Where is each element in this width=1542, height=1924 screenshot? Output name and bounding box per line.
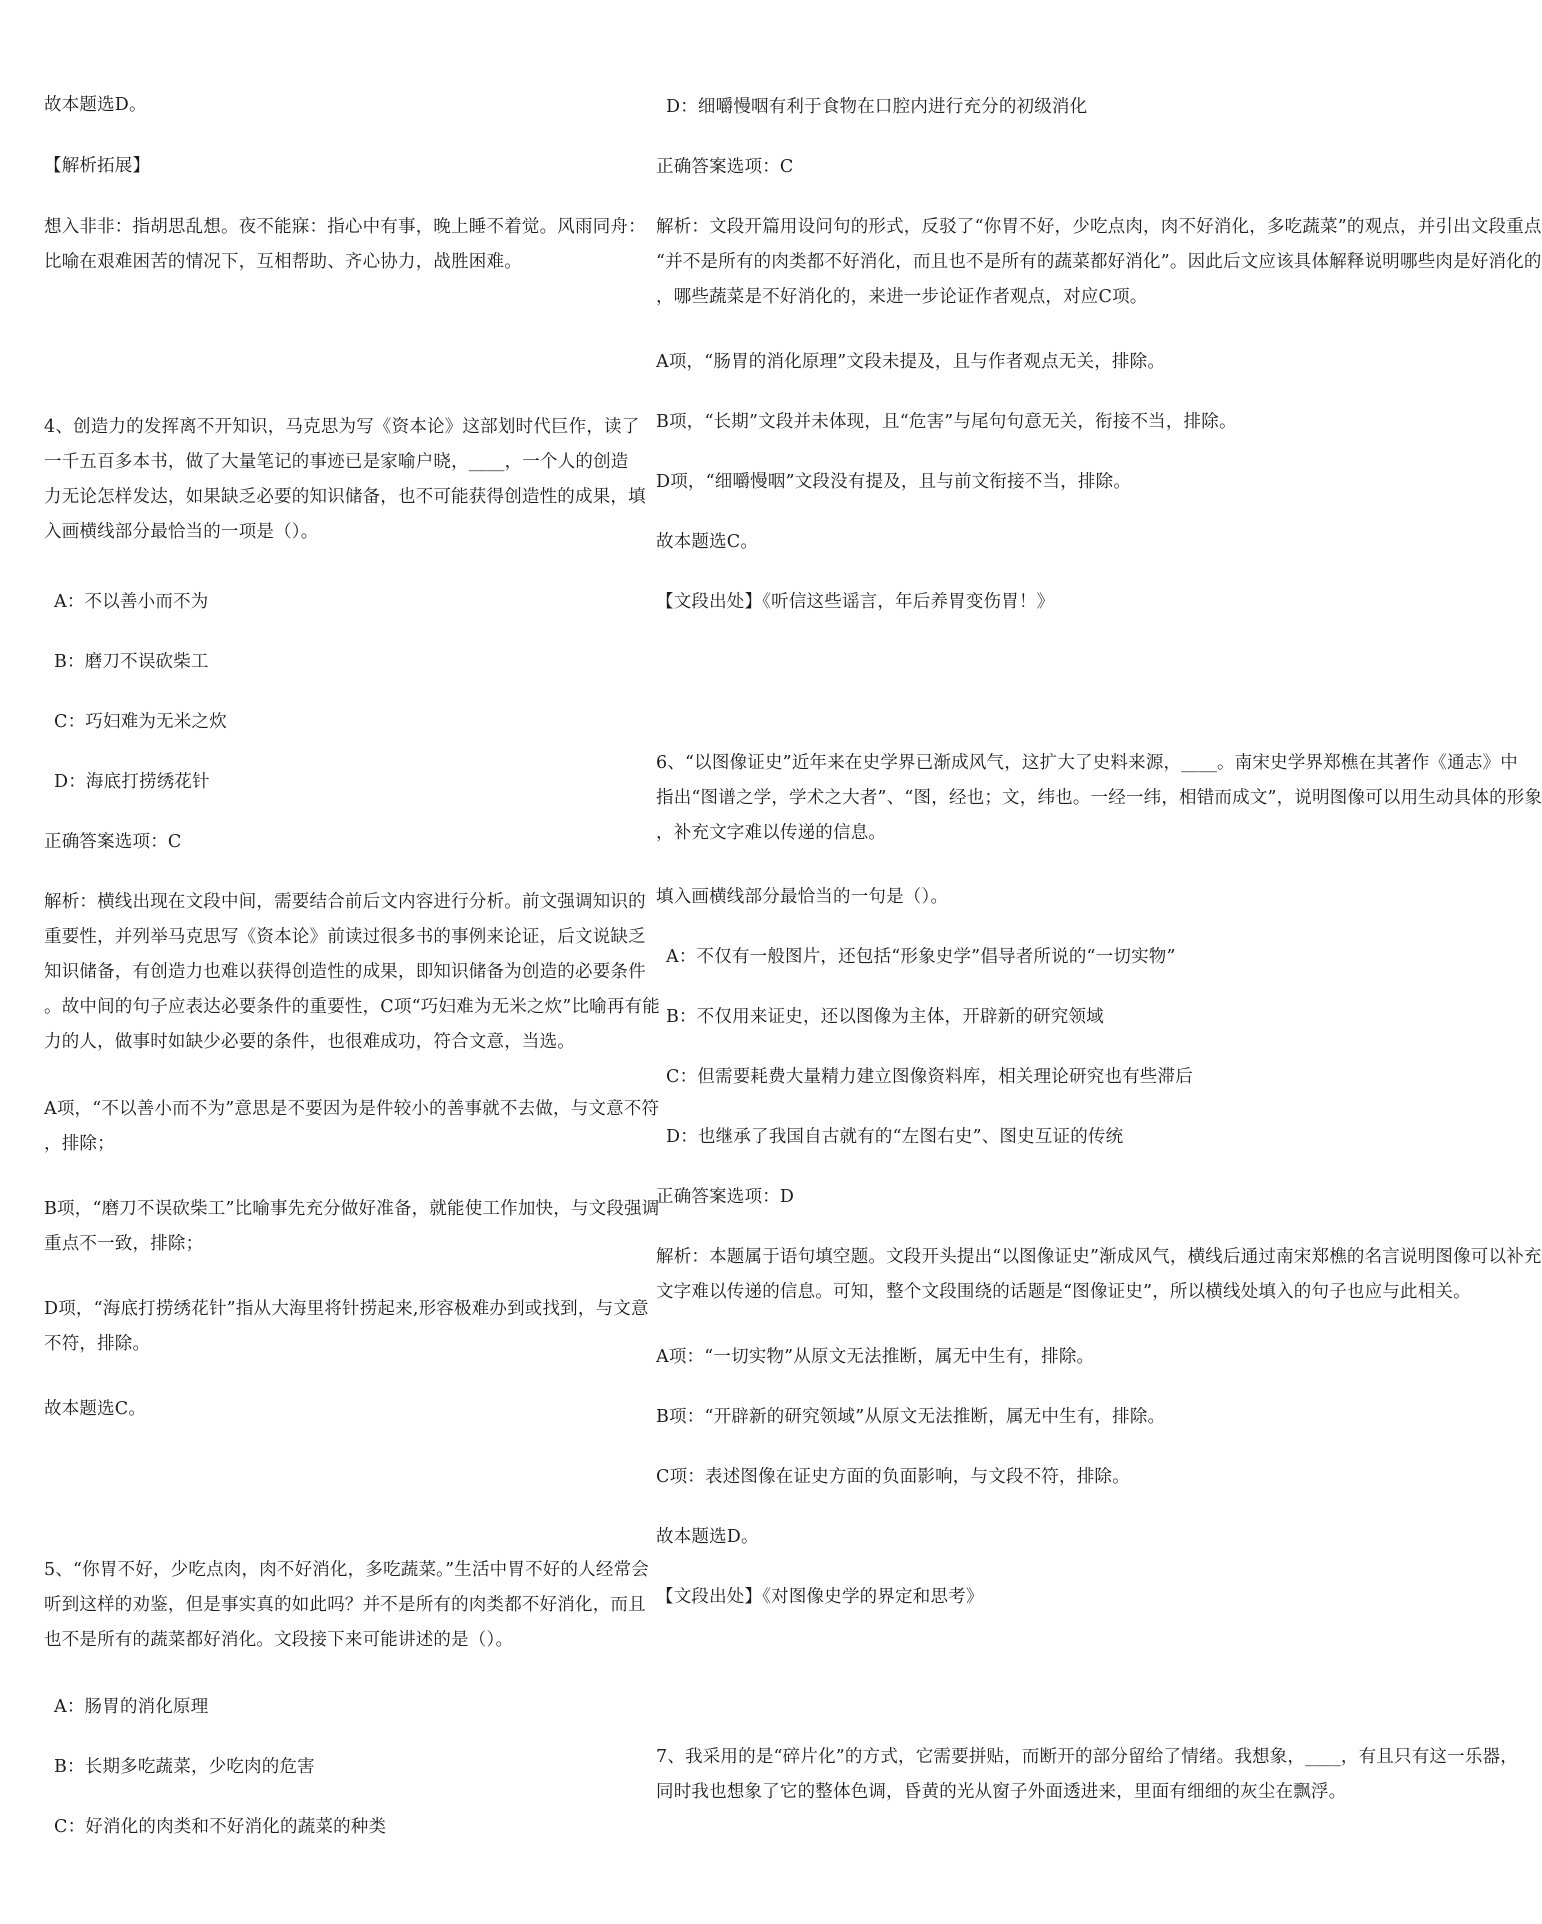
option-b: B：磨刀不误砍柴工 [54, 652, 209, 672]
question-4-stem: 4、创造力的发挥离不开知识，马克思为写《资本论》这部划时代巨作，读了 一千五百多本书，做了大量笔记的事迹已是家喻户晓，____，一个人的创造 力无论怎样发达，如果缺乏必要的知识储备，也不可能获得创造性的成果，填 入画横线部分最恰当的一项是（）。 [44, 417, 646, 542]
analysis-b: B项，“磨刀不误砍柴工”比喻事先充分做好准备，就能使工作加快，与文段强调 重点不一致，排除； [44, 1199, 660, 1254]
question-6-prompt: 填入画横线部分最恰当的一句是（）。 [656, 887, 949, 907]
question-5-stem: 5、“你胃不好，少吃点肉，肉不好消化，多吃蔬菜。”生活中胃不好的人经常会 听到这样的劝鉴，但是事实真的如此吗？并不是所有的肉类都不好消化，而且 也不是所有的蔬菜都好消化。文段接下来可能讲述的是（）。 [44, 1560, 649, 1650]
source: 【文段出处】《对图像史学的界定和思考》 [656, 1587, 984, 1607]
analysis-d: D项，“细嚼慢咽”文段没有提及，且与前文衔接不当，排除。 [656, 472, 1132, 492]
option-c: C：巧妇难为无米之炊 [54, 712, 227, 732]
analysis: 解析：横线出现在文段中间，需要结合前后文内容进行分析。前文强调知识的 重要性，并列举马克思写《资本论》前读过很多书的事例来论证，后文说缺乏 知识储备，有创造力也难以获得创造性的成果，即知识储备为创造的必要条件 。故中间的句子应表达必要条件的重要性，C项“巧妇难为无米之炊”比喻再有能 力的人，做事时如缺少必要的条件，也很难成功，符合文意，当选。 [44, 892, 660, 1052]
analysis-a: A项，“不以善小而不为”意思是不要因为是件较小的善事就不去做，与文意不符 ，排除； [44, 1099, 660, 1154]
conclusion: 故本题选C。 [44, 1399, 147, 1419]
conclusion: 故本题选D。 [656, 1527, 759, 1547]
analysis-a: A项，“肠胃的消化原理”文段未提及，且与作者观点无关，排除。 [656, 352, 1166, 372]
source: 【文段出处】《听信这些谣言，年后养胃变伤胃！》 [656, 592, 1055, 612]
question-7-stem: 7、我采用的是“碎片化”的方式，它需要拼贴，而断开的部分留给了情绪。我想象，____，有且只有这一乐器， 同时我也想象了它的整体色调，昏黄的光从窗子外面透进来，里面有细细的灰尘在飘浮。 [656, 1747, 1518, 1802]
answer: 正确答案选项：D [656, 1187, 795, 1207]
analysis-a: A项：“一切实物”从原文无法推断，属无中生有，排除。 [656, 1347, 1095, 1367]
answer: 正确答案选项：C [656, 157, 794, 177]
option-d: D：也继承了我国自古就有的“左图右史”、图史互证的传统 [666, 1127, 1124, 1147]
analysis-d: D项，“海底打捞绣花针”指从大海里将针捞起来,形容极难办到或找到，与文意 不符，排除。 [44, 1299, 649, 1354]
analysis-b: B项：“开辟新的研究领域”从原文无法推断，属无中生有，排除。 [656, 1407, 1166, 1427]
option-d: D：细嚼慢咽有利于食物在口腔内进行充分的初级消化 [666, 97, 1088, 117]
analysis: 解析：文段开篇用设问句的形式，反驳了“你胃不好，少吃点肉，肉不好消化，多吃蔬菜”的观点，并引出文段重点 “并不是所有的肉类都不好消化，而且也不是所有的蔬菜都好消化”。因此后文应该具体解释说明哪些肉是好消化的 ，哪些蔬菜是不好消化的，来进一步论证作者观点，对应C项。 [656, 217, 1542, 307]
option-a: A：不以善小而不为 [54, 592, 209, 612]
answer: 正确答案选项：C [44, 832, 182, 852]
section-heading: 【解析拓展】 [44, 156, 151, 176]
analysis-b: B项，“长期”文段并未体现，且“危害”与尾句句意无关，衔接不当，排除。 [656, 412, 1237, 432]
paragraph: 故本题选D。 [44, 95, 147, 115]
option-b: B：不仅用来证史，还以图像为主体，开辟新的研究领域 [666, 1007, 1104, 1027]
paragraph: 想入非非：指胡思乱想。夜不能寐：指心中有事，晚上睡不着觉。风雨同舟： 比喻在艰难困苦的情况下，互相帮助、齐心协力，战胜困难。 [44, 217, 646, 272]
option-d: D：海底打捞绣花针 [54, 772, 210, 792]
option-c: C：好消化的肉类和不好消化的蔬菜的种类 [54, 1817, 387, 1837]
conclusion: 故本题选C。 [656, 532, 759, 552]
option-b: B：长期多吃蔬菜，少吃肉的危害 [54, 1757, 315, 1777]
question-6-stem: 6、“以图像证史”近年来在史学界已渐成风气，这扩大了史料来源，____。南宋史学界郑樵在其著作《通志》中 指出“图谱之学，学术之大者”、“图，经也；文，纬也。一经一纬，相错而成文”，说明图像可以用生动具体的形象 ，补充文字难以传递的信息。 [656, 753, 1542, 843]
option-c: C：但需要耗费大量精力建立图像资料库，相关理论研究也有些滞后 [666, 1067, 1193, 1087]
analysis: 解析：本题属于语句填空题。文段开头提出“以图像证史”渐成风气，横线后通过南宋郑樵的名言说明图像可以补充 文字难以传递的信息。可知，整个文段围绕的话题是“图像证史”，所以横线处填入的句子也应与此相关。 [656, 1247, 1542, 1302]
option-a: A：不仅有一般图片，还包括“形象史学”倡导者所说的“一切实物” [666, 947, 1176, 967]
option-a: A：肠胃的消化原理 [54, 1697, 209, 1717]
analysis-c: C项：表述图像在证史方面的负面影响，与文段不符，排除。 [656, 1467, 1130, 1487]
